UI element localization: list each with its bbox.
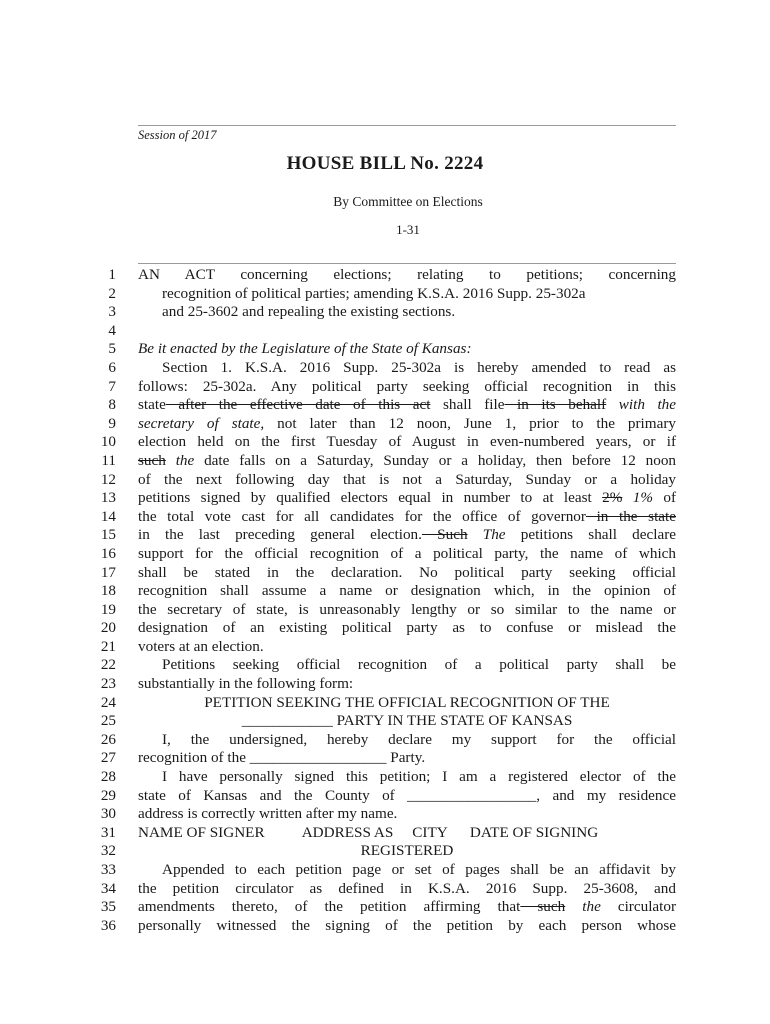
text-segment: amendments thereto, of the petition affirming that bbox=[138, 898, 521, 916]
line-text bbox=[138, 508, 676, 527]
text-line bbox=[0, 378, 770, 397]
text-segment: support for the official recognition of a political party, the name of which bbox=[138, 544, 676, 562]
text-segment: election held on the first Tuesday of August in even-numbered years, or if bbox=[138, 433, 676, 451]
inserted-text: the bbox=[175, 451, 195, 469]
line-text bbox=[138, 378, 676, 397]
text-segment: of bbox=[652, 489, 677, 507]
text-line bbox=[0, 545, 770, 564]
line-text bbox=[138, 396, 676, 415]
introduction-date: 1-31 bbox=[396, 222, 420, 237]
inserted-text: with the bbox=[606, 396, 677, 414]
line-number: 4 bbox=[108, 321, 116, 339]
line-number: 9 bbox=[108, 414, 116, 432]
text-line bbox=[0, 749, 770, 768]
text-line bbox=[0, 787, 770, 806]
line-number: 25 bbox=[100, 712, 116, 730]
line-text bbox=[138, 898, 676, 917]
text-line bbox=[0, 452, 770, 471]
session-label: Session of 2017 bbox=[138, 128, 217, 142]
line-text bbox=[138, 712, 676, 731]
line-number: 17 bbox=[100, 563, 116, 581]
line-text bbox=[138, 526, 676, 545]
line-number: 19 bbox=[100, 600, 116, 618]
inserted-text: 1% bbox=[632, 489, 653, 507]
line-number: 32 bbox=[100, 842, 116, 860]
line-number: 28 bbox=[100, 768, 116, 786]
text-segment: and 25-3602 and repealing the existing sections. bbox=[162, 303, 456, 321]
line-number: 16 bbox=[100, 544, 116, 562]
text-segment: I have personally signed this petition; I am a registered elector of the bbox=[162, 768, 676, 786]
line-text bbox=[138, 917, 676, 936]
line-text bbox=[138, 545, 676, 564]
text-line bbox=[0, 768, 770, 787]
text-line bbox=[0, 359, 770, 378]
text-line bbox=[0, 322, 770, 341]
sponsor-line: By Committee on Elections bbox=[333, 194, 483, 209]
line-number: 36 bbox=[100, 916, 116, 934]
line-number: 23 bbox=[100, 675, 116, 693]
text-segment: AN ACT concerning elections; relating to petitions; concerning bbox=[138, 266, 676, 283]
text-segment: ____________ PARTY IN THE STATE OF KANSAS bbox=[241, 712, 573, 730]
inserted-text: the bbox=[582, 898, 601, 916]
line-text bbox=[138, 582, 676, 601]
text-segment: address is correctly written after my name. bbox=[138, 805, 398, 823]
text-segment: Section 1. K.S.A. 2016 Supp. 25-302a is hereby amended to read as bbox=[162, 358, 676, 376]
line-text bbox=[138, 619, 676, 638]
line-text bbox=[138, 675, 676, 694]
line-number: 13 bbox=[100, 489, 116, 507]
text-segment: the petition circulator as defined in K.S.A. 2016 Supp. 25-3608, and bbox=[138, 879, 676, 897]
bill-text bbox=[0, 266, 770, 935]
line-text bbox=[138, 731, 676, 750]
text-segment: recognition of political parties; amending K.S.A. 2016 Supp. 25-302a bbox=[162, 284, 586, 302]
line-number: 7 bbox=[108, 377, 116, 395]
text-line bbox=[0, 880, 770, 899]
text-segment: the secretary of state, is unreasonably lengthy or so similar to the name or bbox=[138, 600, 676, 618]
line-number: 34 bbox=[100, 879, 116, 897]
text-line bbox=[0, 712, 770, 731]
text-segment: I, the undersigned, hereby declare my support for the official bbox=[162, 730, 676, 748]
text-line bbox=[0, 675, 770, 694]
text-line bbox=[0, 285, 770, 304]
text-segment: voters at an election. bbox=[138, 637, 264, 655]
text-segment: circulator bbox=[600, 898, 677, 916]
line-text bbox=[138, 601, 676, 620]
text-segment: Petitions seeking official recognition of a political party shall be bbox=[162, 656, 676, 674]
text-line bbox=[0, 638, 770, 657]
text-line bbox=[0, 526, 770, 545]
text-line bbox=[0, 564, 770, 583]
text-segment: date falls on a Saturday, Sunday or a holiday, then before 12 noon bbox=[194, 451, 677, 469]
text-segment: PETITION SEEKING THE OFFICIAL RECOGNITION OF THE bbox=[204, 693, 610, 711]
text-segment bbox=[565, 898, 582, 915]
line-text bbox=[138, 656, 676, 675]
text-segment: of the next following day that is not a Saturday, Sunday or a holiday bbox=[138, 470, 676, 488]
text-line bbox=[0, 601, 770, 620]
line-text bbox=[138, 842, 676, 861]
line-number: 3 bbox=[108, 303, 116, 321]
line-text bbox=[138, 824, 676, 843]
text-segment: recognition shall assume a name or designation which, in the opinion of bbox=[138, 582, 676, 600]
text-segment: personally witnessed the signing of the petition by each person whose bbox=[138, 916, 676, 934]
line-number: 12 bbox=[100, 470, 116, 488]
line-number: 33 bbox=[100, 861, 116, 878]
text-line bbox=[0, 805, 770, 824]
line-text bbox=[138, 285, 676, 304]
line-text bbox=[138, 415, 676, 434]
struck-text: after the effective date of this act bbox=[165, 396, 431, 414]
text-segment: designation of an existing political party as to confuse or mislead the bbox=[138, 619, 676, 637]
line-number: 8 bbox=[108, 396, 116, 414]
inserted-text: Be it enacted by the Legislature of the State of Kansas: bbox=[138, 340, 472, 358]
line-text bbox=[138, 787, 676, 806]
text-line bbox=[0, 619, 770, 638]
line-number: 18 bbox=[100, 582, 116, 600]
line-number: 22 bbox=[100, 656, 116, 674]
line-text bbox=[138, 266, 676, 285]
line-text bbox=[138, 452, 676, 471]
text-segment: the total vote cast for all candidates for the office of governor bbox=[138, 507, 586, 525]
text-segment: state of Kansas and the County of _________________, and my residence bbox=[138, 786, 676, 804]
inserted-text: secretary of state bbox=[138, 414, 261, 432]
text-segment bbox=[622, 489, 632, 506]
struck-text: 2% bbox=[602, 489, 623, 507]
line-text bbox=[138, 749, 676, 768]
top-rule bbox=[138, 125, 676, 126]
line-text bbox=[138, 340, 676, 359]
text-line bbox=[0, 656, 770, 675]
text-line bbox=[0, 842, 770, 861]
text-segment: shall file bbox=[430, 396, 505, 414]
text-segment: shall be stated in the declaration. No political party seeking official bbox=[138, 563, 676, 581]
line-number: 2 bbox=[108, 284, 116, 302]
text-line bbox=[0, 694, 770, 713]
text-segment bbox=[468, 526, 483, 543]
line-number: 20 bbox=[100, 619, 116, 637]
title-rule bbox=[138, 263, 676, 264]
line-text bbox=[138, 768, 676, 787]
text-line bbox=[0, 917, 770, 936]
line-text bbox=[138, 694, 676, 713]
line-text bbox=[138, 433, 676, 452]
text-segment: recognition of the __________________ Party. bbox=[138, 749, 426, 767]
text-line bbox=[0, 582, 770, 601]
line-number: 31 bbox=[100, 823, 116, 841]
struck-text: such bbox=[138, 451, 166, 469]
struck-text: in its behalf bbox=[504, 396, 607, 414]
line-number: 21 bbox=[100, 637, 116, 655]
line-text bbox=[138, 564, 676, 583]
bill-title: HOUSE BILL No. 2224 bbox=[286, 153, 484, 174]
line-number: 14 bbox=[100, 507, 116, 525]
text-line bbox=[0, 508, 770, 527]
text-line bbox=[0, 898, 770, 917]
line-number: 10 bbox=[100, 433, 116, 451]
line-text bbox=[138, 880, 676, 899]
text-line bbox=[0, 489, 770, 508]
line-number: 15 bbox=[100, 526, 116, 544]
text-line bbox=[0, 731, 770, 750]
line-number: 27 bbox=[100, 749, 116, 767]
line-number: 26 bbox=[100, 730, 116, 748]
text-segment: petitions shall declare bbox=[505, 526, 677, 544]
struck-text: such bbox=[520, 898, 566, 916]
text-segment: follows: 25-302a. Any political party seeking official recognition in this bbox=[138, 377, 676, 395]
struck-text: Such bbox=[421, 526, 468, 544]
text-segment: petitions signed by qualified electors equal in number to at least bbox=[138, 489, 603, 507]
text-segment: Appended to each petition page or set of pages shall be an affidavit by bbox=[162, 861, 676, 878]
line-number: 6 bbox=[108, 358, 116, 376]
text-segment: in the last preceding general election. bbox=[138, 526, 422, 544]
text-line bbox=[0, 433, 770, 452]
line-number: 24 bbox=[100, 693, 116, 711]
text-line bbox=[0, 471, 770, 490]
line-number: 29 bbox=[100, 786, 116, 804]
line-text bbox=[138, 638, 676, 657]
line-text bbox=[138, 303, 676, 322]
text-line bbox=[0, 824, 770, 843]
text-line bbox=[0, 266, 770, 285]
line-text bbox=[138, 861, 676, 880]
text-line bbox=[0, 340, 770, 359]
text-line bbox=[0, 861, 770, 880]
line-number: 30 bbox=[100, 805, 116, 823]
inserted-text: The bbox=[482, 526, 506, 544]
line-number: 5 bbox=[108, 340, 116, 358]
text-segment: REGISTERED bbox=[360, 842, 454, 860]
line-text bbox=[138, 489, 676, 508]
text-segment: , not later than 12 noon, June 1, prior to the primary bbox=[260, 414, 676, 432]
struck-text: in the state bbox=[585, 507, 677, 525]
line-text bbox=[138, 359, 676, 378]
text-line bbox=[0, 415, 770, 434]
line-number: 11 bbox=[101, 451, 116, 469]
line-number: 1 bbox=[108, 266, 116, 283]
text-segment: NAME OF SIGNER ADDRESS AS CITY DATE OF SIGNING bbox=[138, 823, 599, 841]
line-text bbox=[138, 805, 676, 824]
text-line bbox=[0, 303, 770, 322]
line-number: 35 bbox=[100, 898, 116, 916]
text-segment: state bbox=[138, 396, 166, 414]
text-line bbox=[0, 396, 770, 415]
line-text bbox=[138, 471, 676, 490]
text-segment: substantially in the following form: bbox=[138, 675, 354, 693]
text-segment bbox=[166, 452, 176, 469]
